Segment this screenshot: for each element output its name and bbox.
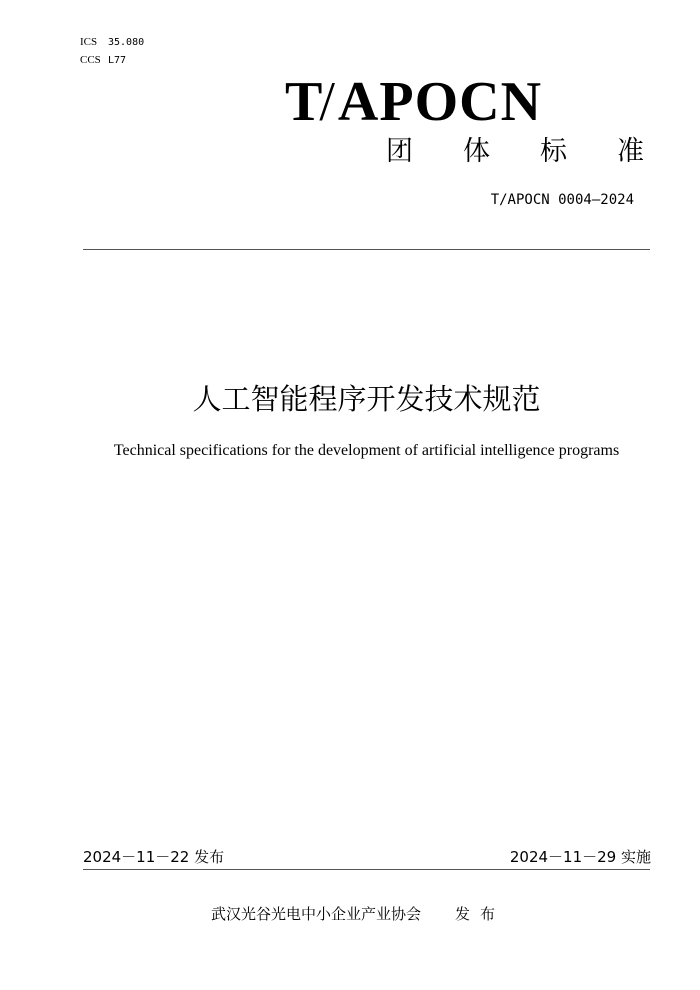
logo-org: APOCN [337,71,543,133]
ics-value: 35.080 [108,37,145,48]
document-title-chinese: 人工智能程序开发技术规范 [192,382,541,416]
ccs-line [80,53,126,68]
logo-prefix: T [285,71,324,133]
publish-action: 发布 [455,905,506,923]
release-date: 2024－11－22 发布 [83,848,225,866]
ics-line [80,35,144,50]
standard-logo [285,72,615,132]
standard-type: 团体标准 [386,136,694,167]
document-title-english: Technical specifications for the development of artificial intelligence programs [113,442,620,459]
ics-label: ICS [80,36,98,48]
publisher-name: 武汉光谷光电中小企业产业协会 [211,905,422,923]
logo-slash: / [319,71,336,133]
header-divider [83,249,650,250]
ccs-value: L77 [108,55,127,66]
publisher-line [211,905,505,923]
ccs-label: CCS [80,54,101,66]
footer-divider [83,869,650,870]
standard-number: T/APOCN 0004—2024 [490,192,634,208]
implementation-date: 2024－11－29 实施 [509,848,651,866]
